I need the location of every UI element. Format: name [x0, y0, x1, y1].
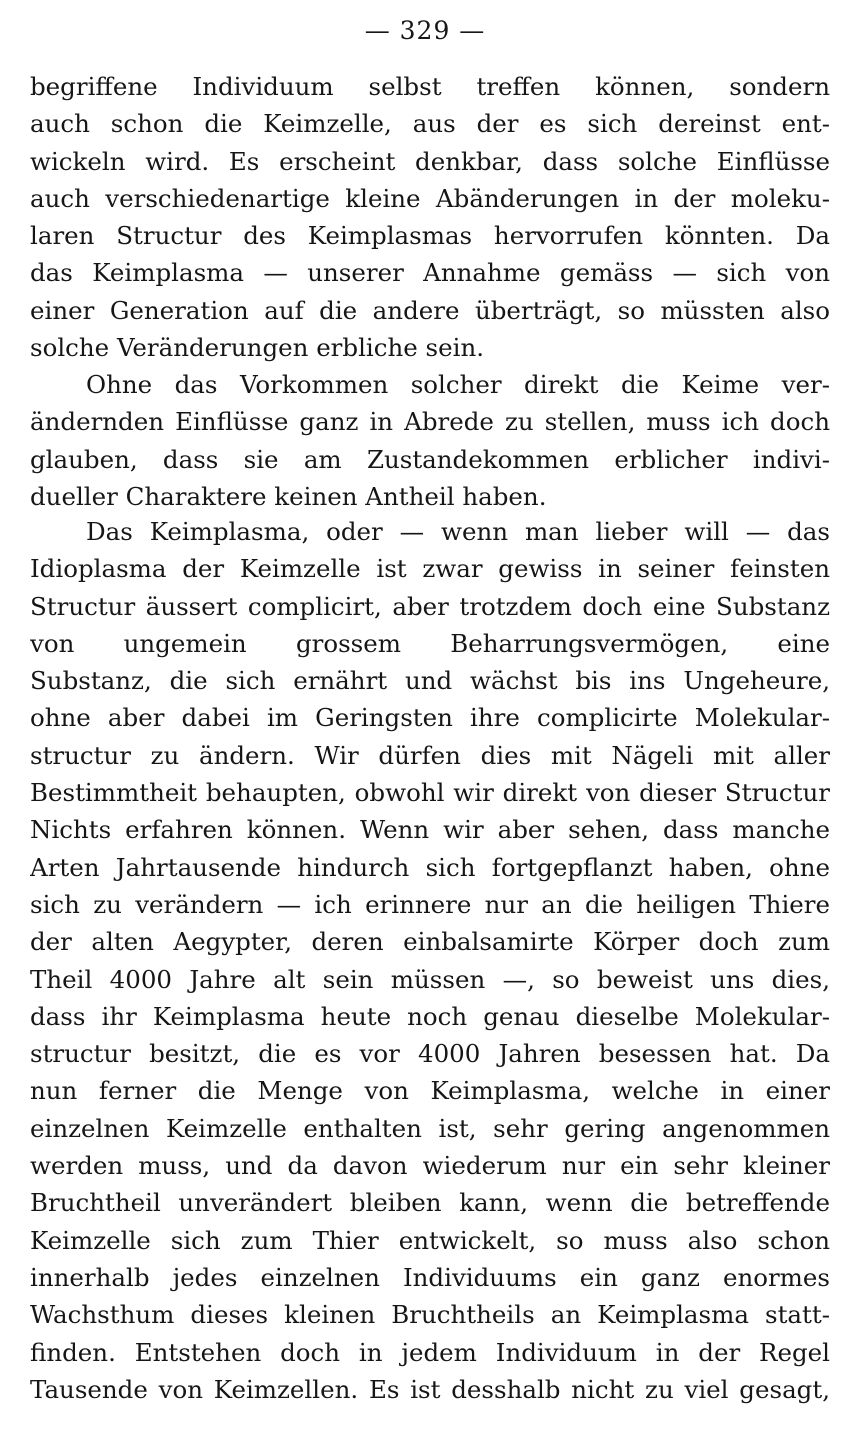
- text-line: Arten Jahrtausende hindurch sich fortgepflanzt haben, ohne: [30, 852, 830, 882]
- paragraph-1: [30, 68, 830, 366]
- text-line: Theil 4000 Jahre alt sein müssen —, so beweist uns dies,: [30, 964, 830, 994]
- paragraph-2: [30, 366, 830, 515]
- text-line: sich zu verändern — ich erinnere nur an die heiligen Thiere: [30, 889, 830, 919]
- text-line: structur besitzt, die es vor 4000 Jahren besessen hat. Da: [30, 1039, 830, 1069]
- text-line: glauben, dass sie am Zustandekommen erblicher indivi-: [30, 444, 830, 474]
- text-line: das Keimplasma — unserer Annahme gemäss — sich von: [30, 258, 830, 288]
- text-line: auch schon die Keimzelle, aus der es sich dereinst ent-: [30, 109, 830, 139]
- text-line: Bruchtheil unverändert bleiben kann, wenn die betreffende: [30, 1188, 830, 1218]
- text-line: Tausende von Keimzellen. Es ist desshalb nicht zu viel gesagt,: [30, 1374, 830, 1404]
- text-line: wickeln wird. Es erscheint denkbar, dass solche Einflüsse: [30, 146, 830, 176]
- text-line: von ungemein grossem Beharrungsvermögen, eine: [30, 628, 830, 658]
- text-line: einer Generation auf die andere überträgt, so müssten also: [30, 295, 830, 325]
- text-line: innerhalb jedes einzelnen Individuums ein ganz enormes: [30, 1262, 830, 1292]
- text-line: Substanz, die sich ernährt und wächst bis ins Ungeheure,: [30, 666, 830, 696]
- page-number: — 329 —: [364, 16, 486, 45]
- text-line: solche Veränderungen erbliche sein.: [30, 333, 485, 363]
- paragraph-3: [30, 513, 830, 1408]
- text-line: Wachsthum dieses kleinen Bruchtheils an Keimplasma statt-: [30, 1300, 830, 1330]
- text-line: Das Keimplasma, oder — wenn man lieber will — das: [86, 517, 830, 546]
- text-line: der alten Aegypter, deren einbalsamirte Körper doch zum: [30, 927, 830, 957]
- text-line: laren Structur des Keimplasmas hervorrufen könnten. Da: [30, 221, 830, 251]
- text-line: Keimzelle sich zum Thier entwickelt, so muss also schon: [30, 1225, 830, 1255]
- text-line: begriffene Individuum selbst treffen können, sondern: [30, 72, 830, 101]
- text-line: ohne aber dabei im Geringsten ihre complicirte Molekular-: [30, 703, 830, 733]
- text-line: werden muss, und da davon wiederum nur ein sehr kleiner: [30, 1151, 830, 1181]
- text-line: ändernden Einflüsse ganz in Abrede zu stellen, muss ich doch: [30, 407, 830, 437]
- text-line: Ohne das Vorkommen solcher direkt die Keime ver-: [86, 370, 830, 399]
- text-line: Idioplasma der Keimzelle ist zwar gewiss in seiner feinsten: [30, 554, 830, 584]
- text-line: structur zu ändern. Wir dürfen dies mit Nägeli mit aller: [30, 740, 830, 770]
- text-line: dueller Charaktere keinen Antheil haben.: [30, 481, 547, 511]
- text-line: Bestimmtheit behaupten, obwohl wir direkt von dieser Structur: [30, 778, 830, 808]
- text-line: auch verschiedenartige kleine Abänderungen in der moleku-: [30, 183, 830, 213]
- text-line: dass ihr Keimplasma heute noch genau dieselbe Molekular-: [30, 1001, 830, 1031]
- text-line: Structur äussert complicirt, aber trotzdem doch eine Substanz: [30, 591, 830, 621]
- text-line: nun ferner die Menge von Keimplasma, welche in einer: [30, 1076, 830, 1106]
- text-line: finden. Entstehen doch in jedem Individuum in der Regel: [30, 1337, 830, 1367]
- text-line: Nichts erfahren können. Wenn wir aber sehen, dass manche: [30, 815, 830, 845]
- text-line: einzelnen Keimzelle enthalten ist, sehr gering angenommen: [30, 1113, 830, 1143]
